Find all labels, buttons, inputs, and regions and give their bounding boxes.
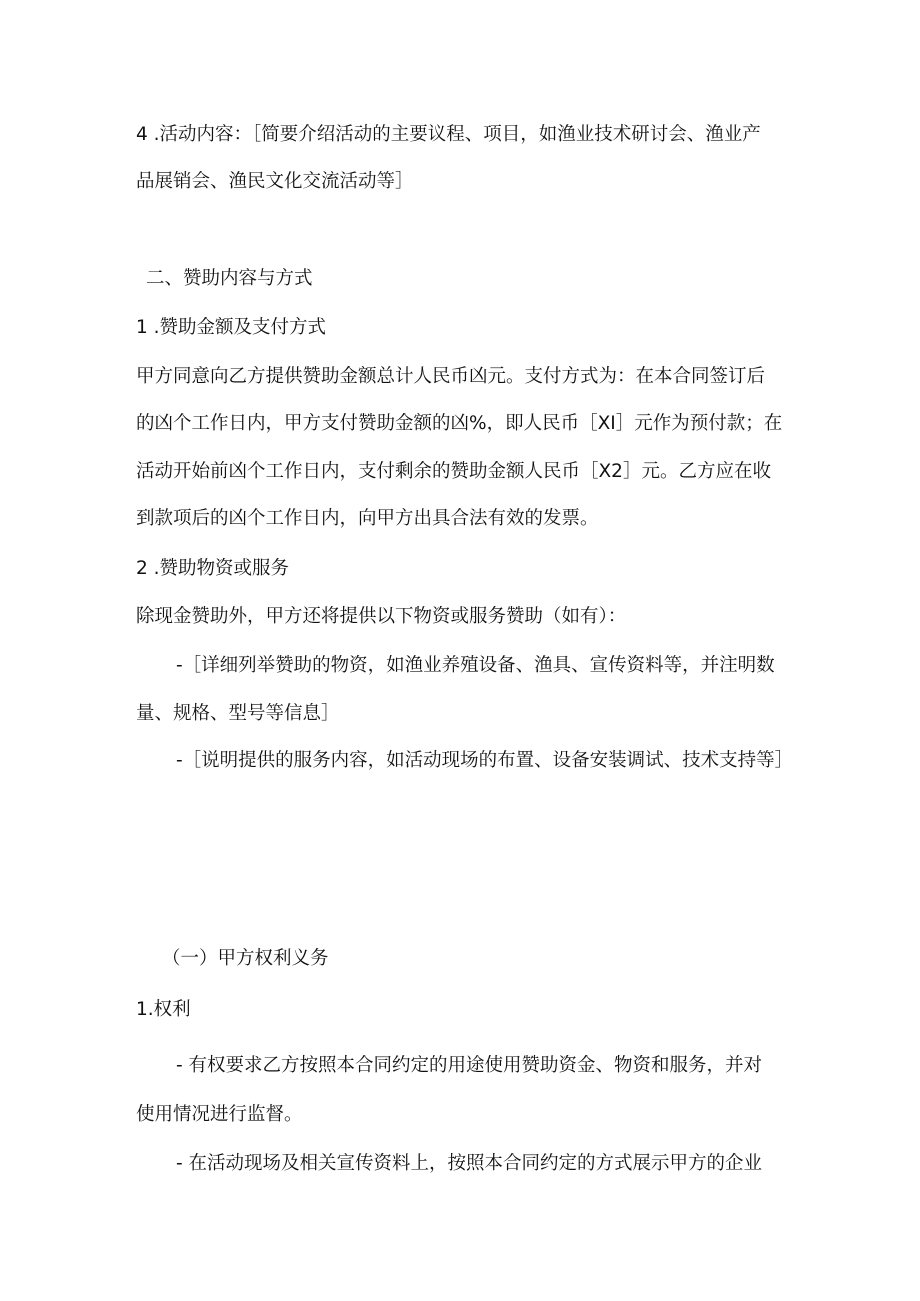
section2-heading: 二、赞助内容与方式 <box>146 268 313 289</box>
bullet2-line-1: -［说明提供的服务内容，如活动现场的布置、设备安装调试、技术支持等］ <box>176 750 794 771</box>
sub2-heading: 2 .赞助物资或服务 <box>136 558 290 579</box>
item4-line-2: 品展销会、渔民文化交流活动等］ <box>136 171 414 192</box>
section-a-heading: （一）甲方权利义务 <box>162 948 329 969</box>
rights-heading: 1.权利 <box>136 999 191 1020</box>
item4-line-1: 4 .活动内容：［简要介绍活动的主要议程、项目，如渔业技术研讨会、渔业产 <box>136 124 761 145</box>
para1-line-3: 活动开始前凶个工作日内，支付剩余的赞助金额人民币［X2］元。乙方应在收 <box>136 461 771 482</box>
sub1-heading: 1 .赞助金额及支付方式 <box>136 317 327 338</box>
right1-line-2: 使用情况进行监督。 <box>136 1104 303 1125</box>
para1-line-4: 到款项后的凶个工作日内，向甲方出具合法有效的发票。 <box>136 508 599 529</box>
para2-line-1: 除现金赞助外，甲方还将提供以下物资或服务赞助（如有）： <box>136 606 627 627</box>
right1-line-1: - 有权要求乙方按照本合同约定的用途使用赞助资金、物资和服务，并对 <box>176 1055 763 1076</box>
right2-line-1: - 在活动现场及相关宣传资料上，按照本合同约定的方式展示甲方的企业 <box>176 1153 763 1174</box>
para1-line-1: 甲方同意向乙方提供赞助金额总计人民币凶元。支付方式为：在本合同签订后 <box>136 366 766 387</box>
bullet1-line-2: 量、规格、型号等信息］ <box>136 703 340 724</box>
para1-line-2: 的凶个工作日内，甲方支付赞助金额的凶%，即人民币［XI］元作为预付款；在 <box>136 413 783 434</box>
bullet1-line-1: -［详细列举赞助的物资，如渔业养殖设备、渔具、宣传资料等，并注明数 <box>176 655 775 676</box>
